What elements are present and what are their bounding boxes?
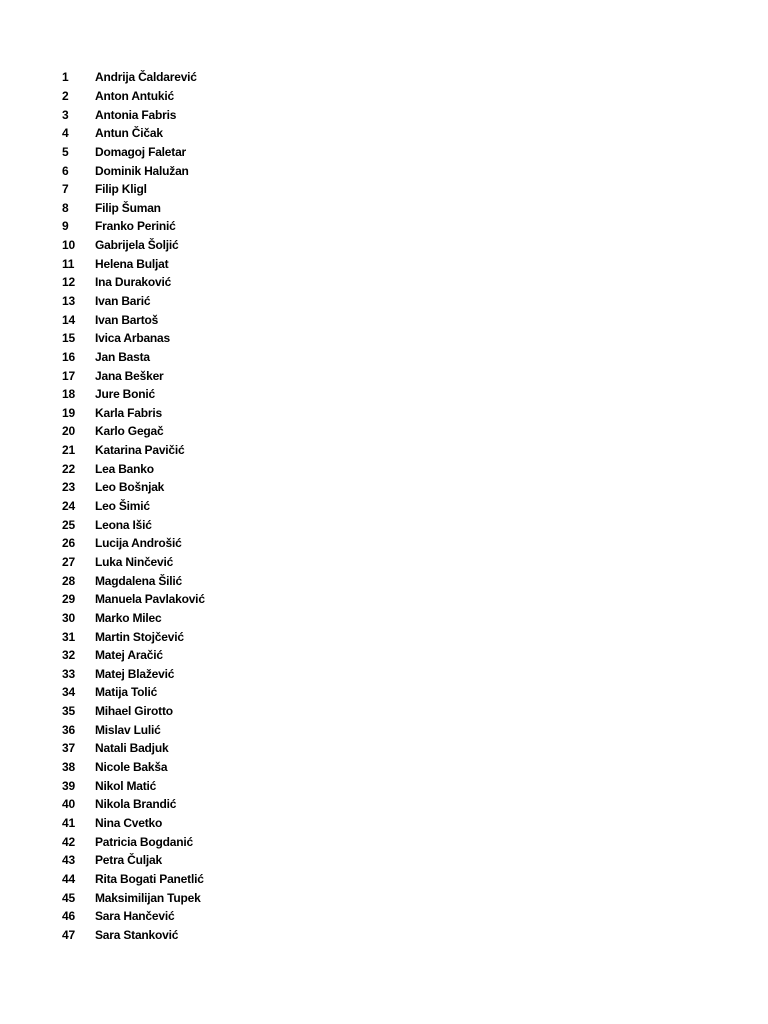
item-name: Manuela Pavlaković [95, 592, 205, 607]
list-item [62, 459, 205, 478]
item-name: Marko Milec [95, 610, 162, 625]
item-name: Nikol Matić [95, 778, 157, 793]
item-name: Luka Ninčević [95, 554, 174, 569]
list-item [62, 851, 205, 870]
list-item [62, 665, 205, 684]
item-name: Maksimilijan Tupek [95, 890, 201, 905]
list-item [62, 254, 205, 273]
item-name: Nina Cvetko [95, 815, 163, 830]
item-name: Antonia Fabris [95, 107, 177, 122]
item-name: Matija Tolić [95, 685, 158, 700]
item-name: Jan Basta [95, 349, 150, 364]
list-item [62, 609, 205, 628]
item-name: Petra Čuljak [95, 853, 162, 868]
item-name: Sara Stanković [95, 927, 179, 942]
list-item [62, 832, 205, 851]
item-number: 45 [62, 890, 75, 905]
list-item [62, 441, 205, 460]
item-name: Domagoj Faletar [95, 144, 187, 159]
list-item [62, 627, 205, 646]
item-name: Lucija Androšić [95, 536, 182, 551]
item-number: 23 [62, 480, 75, 495]
item-number: 30 [62, 610, 75, 625]
list-item [62, 310, 205, 329]
item-number: 1 [62, 70, 69, 85]
list-item [62, 366, 205, 385]
item-name: Patricia Bogdanić [95, 834, 193, 849]
list-item [62, 348, 205, 367]
list-item [62, 273, 205, 292]
item-name: Karla Fabris [95, 405, 162, 420]
item-name: Nicole Bakša [95, 760, 168, 775]
list-item [62, 776, 205, 795]
numbered-name-list [62, 68, 205, 944]
item-number: 14 [62, 312, 75, 327]
item-number: 15 [62, 331, 75, 346]
item-number: 34 [62, 685, 75, 700]
item-number: 25 [62, 517, 75, 532]
item-number: 16 [62, 349, 75, 364]
item-name: Matej Blažević [95, 666, 175, 681]
item-name: Dominik Halužan [95, 163, 189, 178]
item-number: 29 [62, 592, 75, 607]
item-name: Mislav Lulić [95, 722, 161, 737]
item-number: 31 [62, 629, 75, 644]
item-number: 37 [62, 741, 75, 756]
item-number: 12 [62, 275, 75, 290]
list-item [62, 925, 205, 944]
item-name: Sara Hančević [95, 909, 175, 924]
list-item [62, 236, 205, 255]
item-name: Rita Bogati Panetlić [95, 871, 204, 886]
item-number: 6 [62, 163, 69, 178]
item-name: Mihael Girotto [95, 704, 173, 719]
item-name: Lea Banko [95, 461, 154, 476]
item-number: 36 [62, 722, 75, 737]
item-number: 27 [62, 554, 75, 569]
item-name: Karlo Gegač [95, 424, 164, 439]
item-number: 39 [62, 778, 75, 793]
item-name: Martin Stojčević [95, 629, 184, 644]
list-item [62, 534, 205, 553]
item-name: Jana Bešker [95, 368, 164, 383]
item-number: 24 [62, 499, 75, 514]
item-number: 5 [62, 144, 69, 159]
item-name: Ivica Arbanas [95, 331, 170, 346]
list-item [62, 105, 205, 124]
list-item [62, 161, 205, 180]
list-item [62, 422, 205, 441]
list-item [62, 571, 205, 590]
item-name: Anton Antukić [95, 88, 174, 103]
item-number: 41 [62, 815, 75, 830]
item-number: 40 [62, 797, 75, 812]
item-name: Ivan Barić [95, 294, 151, 308]
list-item [62, 217, 205, 236]
list-item [62, 143, 205, 162]
item-name: Antun Čičak [95, 126, 163, 141]
item-name: Franko Perinić [95, 219, 176, 234]
item-number: 2 [62, 88, 69, 103]
list-item [62, 702, 205, 721]
item-name: Andrija Čaldarević [95, 70, 197, 85]
list-item [62, 515, 205, 534]
list-item [62, 590, 205, 609]
item-number: 32 [62, 648, 75, 663]
item-name: Nikola Brandić [95, 797, 177, 812]
item-number: 28 [62, 573, 75, 588]
item-name: Matej Aračić [95, 648, 163, 663]
item-number: 11 [62, 256, 75, 271]
list-item [62, 758, 205, 777]
list-item [62, 739, 205, 758]
item-number: 19 [62, 405, 75, 420]
item-name: Katarina Pavičić [95, 443, 185, 458]
list-item [62, 907, 205, 926]
item-number: 13 [62, 294, 75, 308]
list-item [62, 87, 205, 106]
list-item [62, 814, 205, 833]
list-item [62, 795, 205, 814]
item-name: Leona Išić [95, 517, 152, 532]
item-number: 26 [62, 536, 75, 551]
item-name: Filip Šuman [95, 200, 161, 215]
list-item [62, 888, 205, 907]
list-item [62, 198, 205, 217]
item-number: 18 [62, 387, 75, 402]
list-item [62, 683, 205, 702]
item-number: 42 [62, 834, 75, 849]
item-number: 3 [62, 107, 69, 122]
item-number: 21 [62, 443, 75, 458]
list-item [62, 497, 205, 516]
item-name: Gabrijela Šoljić [95, 238, 179, 253]
item-name: Magdalena Šilić [95, 573, 183, 588]
item-number: 47 [62, 927, 75, 942]
item-number: 22 [62, 461, 75, 476]
item-number: 43 [62, 853, 75, 868]
item-name: Ina Duraković [95, 275, 172, 290]
list-item [62, 124, 205, 143]
item-number: 20 [62, 424, 75, 439]
item-name: Natali Badjuk [95, 741, 169, 756]
item-number: 38 [62, 760, 75, 775]
list-item [62, 870, 205, 889]
list-item [62, 646, 205, 665]
item-number: 46 [62, 909, 75, 924]
list-item [62, 329, 205, 348]
item-number: 17 [62, 368, 75, 383]
list-item [62, 720, 205, 739]
item-name: Jure Bonić [95, 387, 156, 402]
item-number: 33 [62, 666, 75, 681]
list-item [62, 385, 205, 404]
list-item [62, 404, 205, 423]
list-item [62, 553, 205, 572]
item-name: Helena Buljat [95, 256, 169, 271]
item-number: 9 [62, 219, 69, 234]
list-item [62, 292, 205, 311]
item-name: Filip Kligl [95, 182, 147, 197]
list-item [62, 68, 205, 87]
item-number: 7 [62, 182, 69, 197]
list-item [62, 180, 205, 199]
item-name: Leo Bošnjak [95, 480, 165, 495]
list-item [62, 478, 205, 497]
item-number: 4 [62, 126, 69, 141]
item-number: 44 [62, 871, 75, 886]
item-number: 10 [62, 238, 75, 253]
item-name: Ivan Bartoš [95, 312, 159, 327]
item-number: 8 [62, 200, 69, 215]
item-name: Leo Šimić [95, 499, 150, 514]
item-number: 35 [62, 704, 75, 719]
